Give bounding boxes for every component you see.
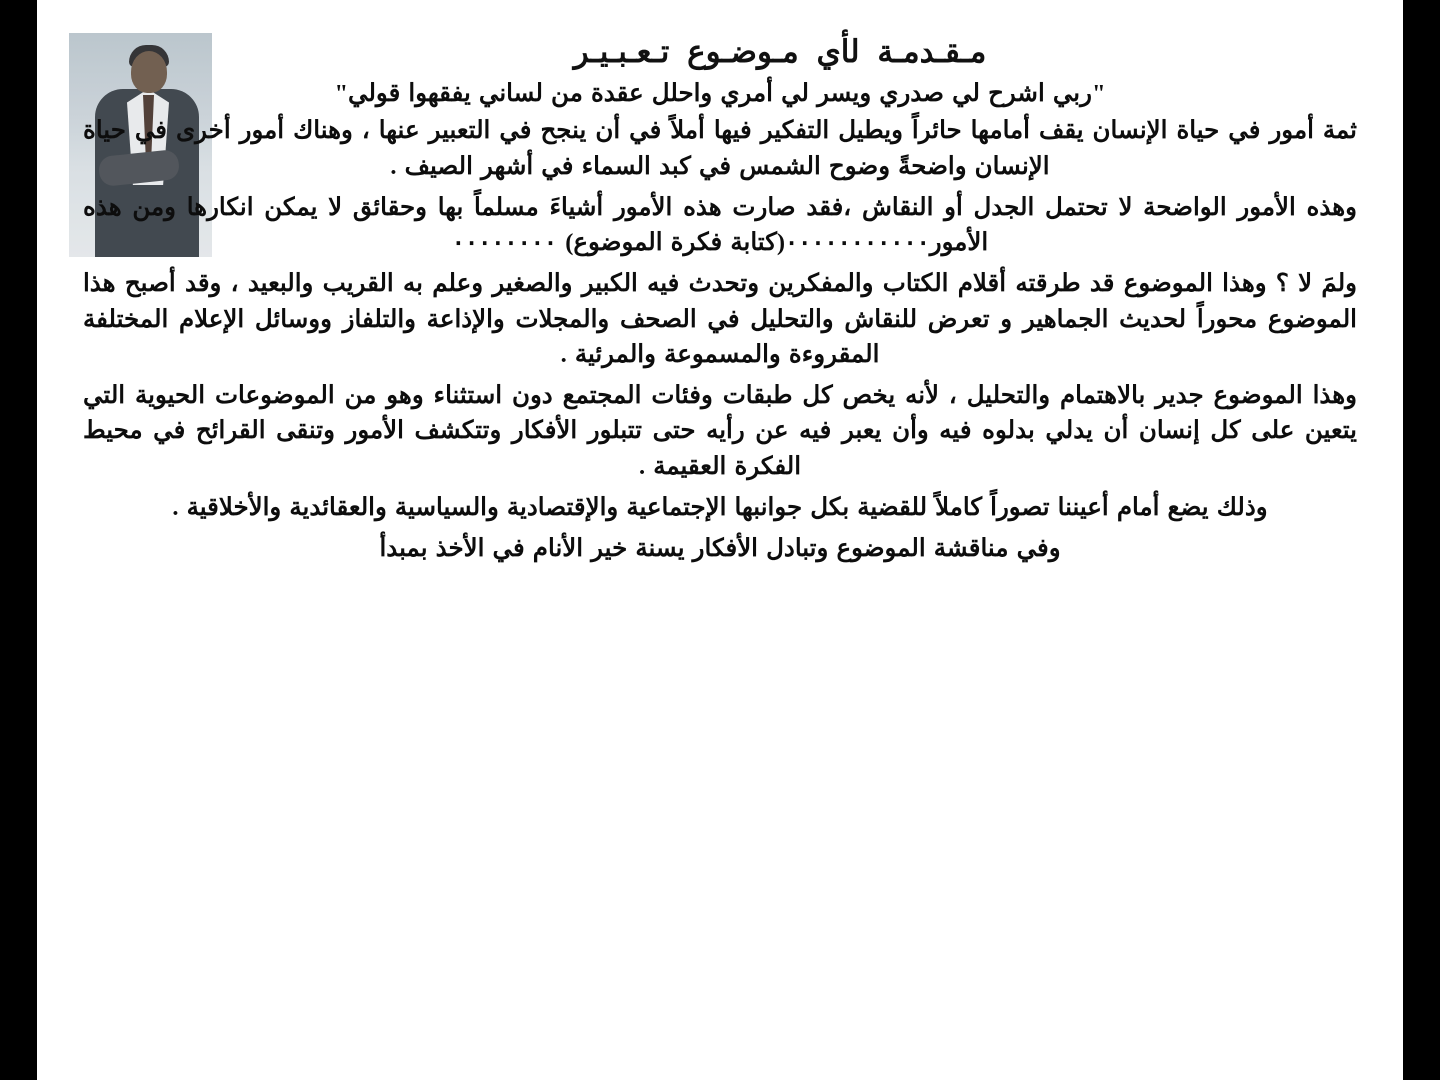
document-body	[37, 0, 1403, 1080]
paragraph-6: وفي مناقشة الموضوع وتبادل الأفكار يسنة خير الأنام في الأخذ بمبدأ	[379, 535, 1061, 563]
paragraph-4: وهذا الموضوع جدير بالاهتمام والتحليل ، لأنه يخص كل طبقات وفئات المجتمع دون استثناء وهو من الموضوعات الحيوية التي يتعين على كل إنسان أن يدلي بدلوه فيه وأن يعبر فيه عن رأيه حتى تتبلور الأفكار وتتكشف الأمور وتنقى القرائح في محيط الفكرة العقيمة .	[83, 382, 1357, 480]
paragraph-3: ولمَ لا ؟ وهذا الموضوع قد طرقته أقلام الكتاب والمفكرين وتحدث فيه الكبير والصغير وعلم به القريب والبعيد ، وقد أصبح هذا الموضوع محوراً لحديث الجماهير و تعرض للنقاش والتحليل في الصحف والمجلات والإذاعة والتلفاز ووسائل الإعلام المختلفة المقروءة والمسموعة والمرئية .	[83, 270, 1357, 368]
paragraph-2: وهذه الأمور الواضحة لا تحتمل الجدل أو النقاش ،فقد صارت هذه الأمور أشياءَ مسلماً بها وحقائق لا يمكن انكارها ومن هذه الأمور٠٠٠٠٠٠٠٠٠٠٠(كتابة فكرة الموضوع) ٠٠٠٠٠٠٠٠	[83, 193, 1357, 257]
document-page	[37, 0, 1403, 1080]
paragraph-5: وذلك يضع أمام أعيننا تصوراً كاملاً للقضية بكل جوانبها الإجتماعية والإقتصادية والسياسية والعقائدية والأخلاقية .	[172, 493, 1268, 521]
paragraph-1: ثمة أمور في حياة الإنسان يقف أمامها حائراً ويطيل التفكير فيها أملاً في أن ينجح في التعبير عنها ، وهناك أمور أخرى في حياة الإنسان واضحةً وضوح الشمس في كبد السماء في أشهر الصيف .	[83, 117, 1357, 180]
paragraph-quote: "ربي اشرح لي صدري ويسر لي أمري واحلل عقدة من لساني يفقهوا قولي"	[334, 80, 1106, 107]
document-title: مـقـدمـة لأي مـوضـوع تـعـبـيـر	[573, 34, 987, 69]
